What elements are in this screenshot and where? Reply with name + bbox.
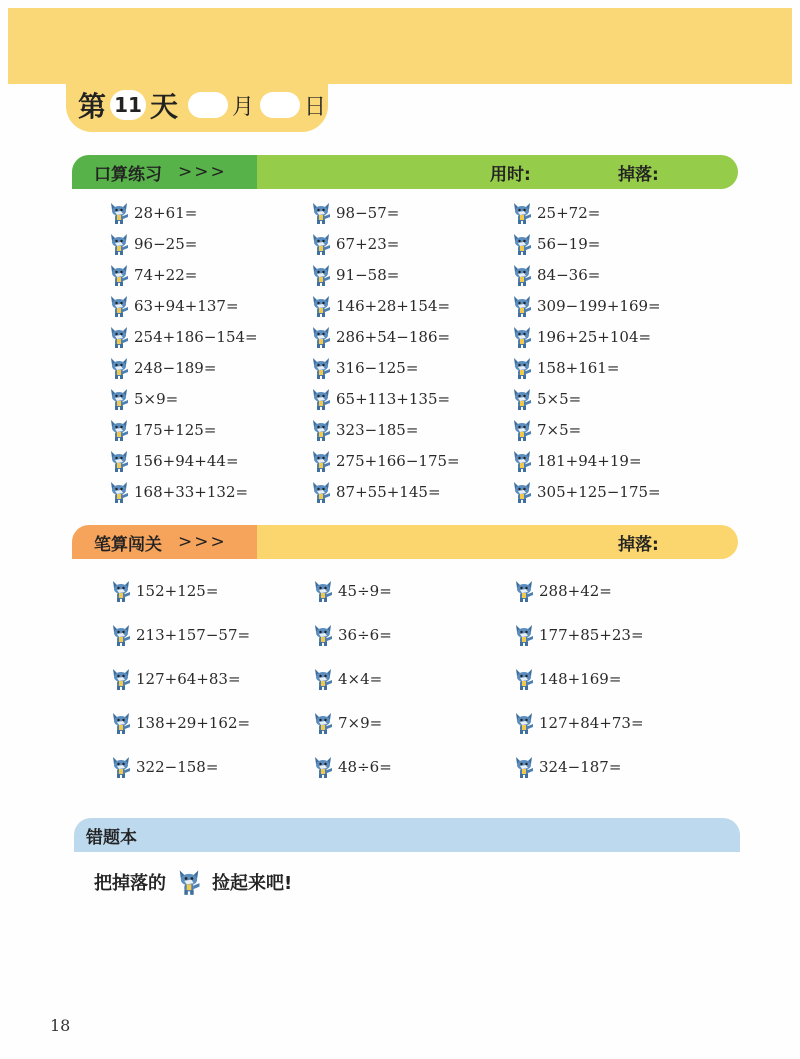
problem-expression: 288+42= (539, 582, 612, 600)
oral-problem (310, 228, 460, 259)
day-suffix: 天 (150, 90, 179, 123)
wolf-mascot-icon (110, 579, 132, 603)
problem-expression: 36÷6= (338, 626, 392, 644)
wolf-mascot-icon (312, 667, 334, 691)
oral-problem (511, 290, 661, 321)
written-problem (513, 745, 644, 789)
wolf-mascot-icon (310, 232, 332, 256)
wolf-mascot-icon (513, 623, 535, 647)
oral-drop-label: 掉落: (618, 164, 659, 185)
oral-problem (511, 197, 661, 228)
wolf-mascot-icon (310, 449, 332, 473)
wolf-mascot-icon (310, 480, 332, 504)
wolf-mascot-icon (108, 418, 130, 442)
oral-problem (108, 290, 258, 321)
oral-column-2 (310, 197, 460, 507)
oral-problem (108, 445, 258, 476)
wolf-mascot-icon (511, 480, 533, 504)
written-problem (110, 745, 250, 789)
oral-time-label: 用时: (490, 164, 531, 185)
wolf-mascot-icon (176, 868, 202, 896)
wolf-mascot-icon (108, 356, 130, 380)
problem-expression: 45÷9= (338, 582, 392, 600)
wolf-mascot-icon (513, 667, 535, 691)
written-problem (110, 701, 250, 745)
problem-expression: 28+61= (134, 203, 198, 222)
oral-problem (511, 259, 661, 290)
page-number: 18 (50, 1016, 71, 1035)
wolf-mascot-icon (310, 387, 332, 411)
oral-problem (310, 352, 460, 383)
oral-problem (511, 228, 661, 259)
wolf-mascot-icon (513, 755, 535, 779)
problem-expression: 156+94+44= (134, 451, 239, 470)
written-problem (513, 569, 644, 613)
problem-expression: 63+94+137= (134, 296, 239, 315)
wolf-mascot-icon (310, 418, 332, 442)
wolf-mascot-icon (108, 325, 130, 349)
written-problem (110, 569, 250, 613)
written-section-title (72, 525, 257, 559)
problem-expression: 74+22= (134, 265, 198, 284)
problem-expression: 127+84+73= (539, 714, 644, 732)
problem-expression: 127+64+83= (136, 670, 241, 688)
written-problem (110, 657, 250, 701)
oral-problem (511, 476, 661, 507)
problem-expression: 4×4= (338, 670, 383, 688)
wolf-mascot-icon (108, 232, 130, 256)
oral-problem (108, 352, 258, 383)
problem-expression: 254+186−154= (134, 327, 258, 346)
wolf-mascot-icon (511, 294, 533, 318)
wolf-mascot-icon (108, 480, 130, 504)
problem-expression: 275+166−175= (336, 451, 460, 470)
oral-section-title (72, 155, 257, 189)
oral-section-bar (72, 155, 738, 189)
oral-problem (310, 259, 460, 290)
written-problem (312, 569, 392, 613)
oral-problem (108, 197, 258, 228)
wolf-mascot-icon (511, 201, 533, 225)
wolf-mascot-icon (108, 387, 130, 411)
wolf-mascot-icon (310, 325, 332, 349)
written-problem (312, 613, 392, 657)
instruction-text-before: 把掉落的 (94, 873, 166, 894)
written-problem (312, 745, 392, 789)
mistakes-title: 错题本 (86, 827, 137, 848)
problem-expression: 248−189= (134, 358, 217, 377)
problem-expression: 213+157−57= (136, 626, 251, 644)
problem-expression: 316−125= (336, 358, 419, 377)
written-section-bar (72, 525, 738, 559)
oral-problem (108, 476, 258, 507)
problem-expression: 7×9= (338, 714, 383, 732)
problem-expression: 286+54−186= (336, 327, 451, 346)
problem-expression: 196+25+104= (537, 327, 652, 346)
wolf-mascot-icon (511, 325, 533, 349)
problem-expression: 168+33+132= (134, 482, 249, 501)
written-arrows: >>> (178, 532, 227, 552)
problem-expression: 96−25= (134, 234, 198, 253)
problem-expression: 7×5= (537, 420, 582, 439)
problem-expression: 56−19= (537, 234, 601, 253)
written-problem (513, 613, 644, 657)
wolf-mascot-icon (310, 263, 332, 287)
problem-expression: 67+23= (336, 234, 400, 253)
wolf-mascot-icon (513, 579, 535, 603)
problem-expression: 146+28+154= (336, 296, 451, 315)
oral-problem (108, 228, 258, 259)
written-problem (513, 657, 644, 701)
day-header (66, 78, 328, 132)
wolf-mascot-icon (312, 623, 334, 647)
oral-problem (310, 290, 460, 321)
wolf-mascot-icon (312, 711, 334, 735)
written-problem (110, 613, 250, 657)
problem-expression: 323−185= (336, 420, 419, 439)
problem-expression: 152+125= (136, 582, 219, 600)
oral-problem (511, 321, 661, 352)
problem-expression: 138+29+162= (136, 714, 251, 732)
day-prefix: 第 (78, 90, 107, 123)
oral-title-text: 口算练习 (94, 164, 162, 185)
wolf-mascot-icon (511, 263, 533, 287)
oral-problem (108, 259, 258, 290)
problem-expression: 48÷6= (338, 758, 392, 776)
wolf-mascot-icon (511, 387, 533, 411)
wolf-mascot-icon (310, 356, 332, 380)
problem-expression: 65+113+135= (336, 389, 451, 408)
problem-expression: 158+161= (537, 358, 620, 377)
oral-problem (511, 352, 661, 383)
written-problem (312, 701, 392, 745)
wolf-mascot-icon (310, 294, 332, 318)
written-drop-label: 掉落: (618, 534, 659, 555)
oral-problem (511, 445, 661, 476)
written-title-text: 笔算闯关 (94, 534, 162, 555)
instruction-text-after: 捡起来吧! (212, 873, 293, 894)
written-column-3 (513, 569, 644, 789)
mistakes-section-bar (74, 818, 740, 852)
problem-expression: 84−36= (537, 265, 601, 284)
written-problem (312, 657, 392, 701)
oral-problem (511, 383, 661, 414)
oral-problem (310, 445, 460, 476)
oral-problem (108, 414, 258, 445)
written-column-2 (312, 569, 392, 789)
problem-expression: 91−58= (336, 265, 400, 284)
wolf-mascot-icon (110, 667, 132, 691)
oral-column-1 (108, 197, 258, 507)
wolf-mascot-icon (108, 201, 130, 225)
problem-expression: 305+125−175= (537, 482, 661, 501)
oral-problem (310, 476, 460, 507)
mistakes-instruction (94, 868, 292, 896)
problem-expression: 309−199+169= (537, 296, 661, 315)
month-label: 月 (232, 94, 255, 120)
oral-problem (310, 321, 460, 352)
wolf-mascot-icon (312, 755, 334, 779)
written-problem (513, 701, 644, 745)
wolf-mascot-icon (511, 449, 533, 473)
day-number-badge: 11 (110, 90, 146, 120)
problem-expression: 5×9= (134, 389, 179, 408)
wolf-mascot-icon (511, 418, 533, 442)
problem-expression: 148+169= (539, 670, 622, 688)
problem-expression: 324−187= (539, 758, 622, 776)
oral-problem (108, 321, 258, 352)
oral-problem (310, 414, 460, 445)
oral-problem (310, 197, 460, 228)
date-blank-field[interactable] (260, 92, 300, 118)
wolf-mascot-icon (108, 449, 130, 473)
problem-expression: 5×5= (537, 389, 582, 408)
oral-column-3 (511, 197, 661, 507)
wolf-mascot-icon (108, 263, 130, 287)
oral-problem (310, 383, 460, 414)
problem-expression: 87+55+145= (336, 482, 441, 501)
problem-expression: 98−57= (336, 203, 400, 222)
oral-arrows: >>> (178, 162, 227, 182)
wolf-mascot-icon (513, 711, 535, 735)
wolf-mascot-icon (511, 232, 533, 256)
top-banner (8, 8, 792, 84)
wolf-mascot-icon (110, 711, 132, 735)
problem-expression: 25+72= (537, 203, 601, 222)
problem-expression: 175+125= (134, 420, 217, 439)
wolf-mascot-icon (511, 356, 533, 380)
problem-expression: 177+85+23= (539, 626, 644, 644)
problem-expression: 322−158= (136, 758, 219, 776)
wolf-mascot-icon (312, 579, 334, 603)
written-column-1 (110, 569, 250, 789)
problem-expression: 181+94+19= (537, 451, 642, 470)
wolf-mascot-icon (110, 755, 132, 779)
oral-problem (511, 414, 661, 445)
wolf-mascot-icon (310, 201, 332, 225)
wolf-mascot-icon (110, 623, 132, 647)
month-blank-field[interactable] (188, 92, 228, 118)
oral-problem (108, 383, 258, 414)
wolf-mascot-icon (108, 294, 130, 318)
date-label: 日 (304, 94, 327, 120)
